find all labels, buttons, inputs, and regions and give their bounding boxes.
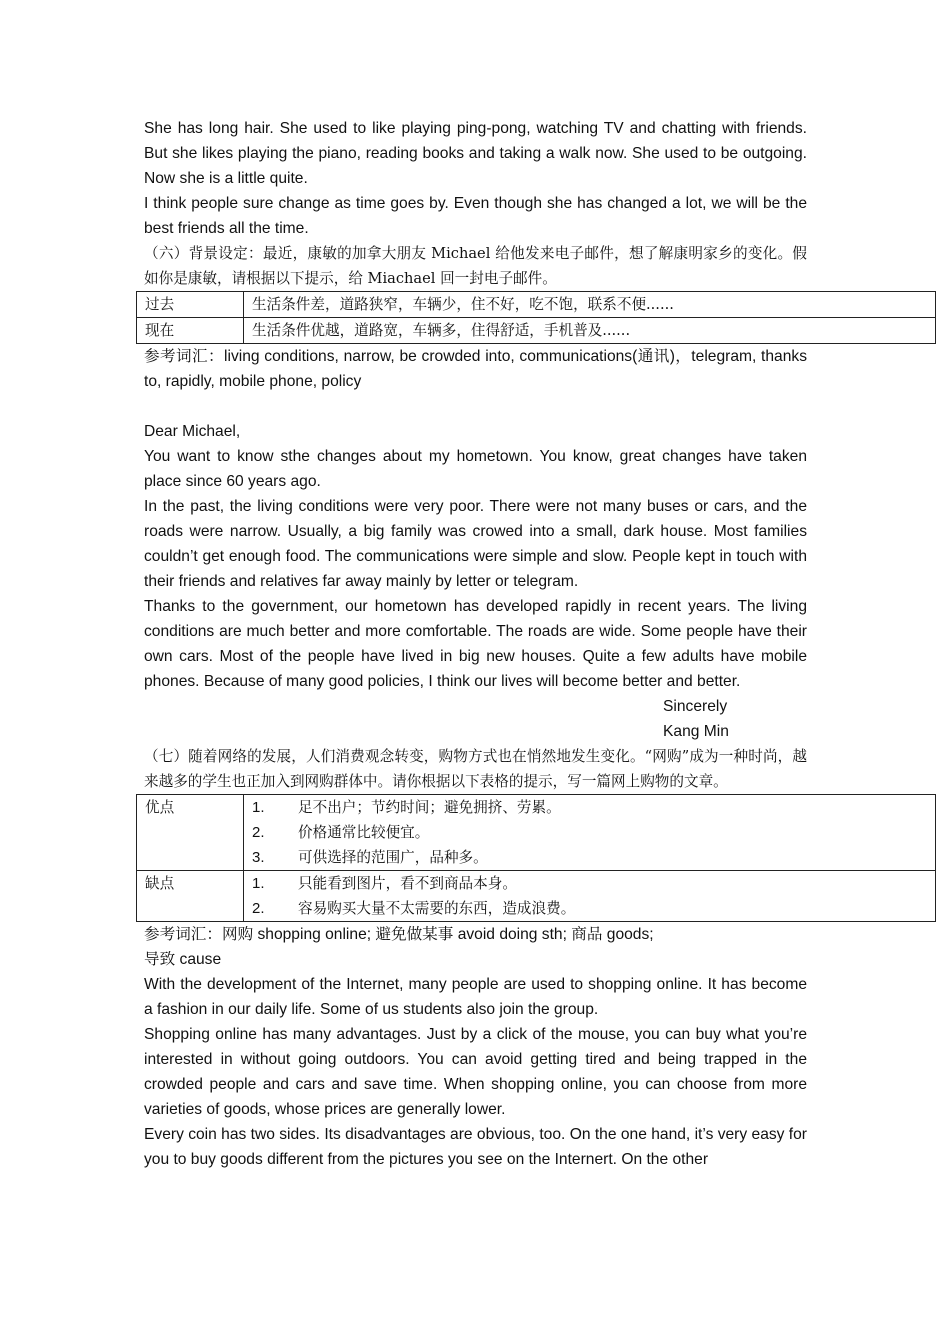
list-item: 1. 只能看到图片，看不到商品本身。 xyxy=(252,875,517,892)
letter-paragraph: You want to know sthe changes about my hometown. You know, great changes have taken place since 60 years ago. xyxy=(144,448,807,490)
table-row xyxy=(137,795,936,871)
essay-paragraph: Every coin has two sides. Its disadvantages are obvious, too. On the one hand, it’s very easy for you to buy goods different from the pictures you see on the Internert. On the other xyxy=(144,1126,807,1168)
table-row xyxy=(137,871,936,922)
advantages-label: 优点 xyxy=(137,795,244,871)
list-item: 2. 价格通常比较便宜。 xyxy=(252,824,430,841)
row-text-now: 生活条件优越，道路宽，车辆多，住得舒适，手机普及...... xyxy=(244,318,936,344)
row-label-past: 过去 xyxy=(137,292,244,318)
disadvantages-label: 缺点 xyxy=(137,871,244,922)
letter-paragraph: Thanks to the government, our hometown has developed rapidly in recent years. The living conditions are much better and more comfortable. The roads are wide. Some people have their own cars. Most of the people have lived in big new houses. Quite a few adults have mobile phones. Because of many good policies, I think our lives will become better and better. xyxy=(144,598,807,690)
intro-paragraph: She has long hair. She used to like playing ping-pong, watching TV and chatting with friends. But she likes playing the piano, reading books and taking a walk now. She used to be outgoing. Now she is a little quite. xyxy=(144,120,807,187)
intro-paragraph: I think people sure change as time goes by. Even though she has changed a lot, we will be the best friends all the time. xyxy=(144,195,807,237)
section7-vocab: 导致 cause xyxy=(144,951,222,968)
letter-paragraph: In the past, the living conditions were very poor. There were not many buses or cars, and the roads were narrow. Usually, a big family was crowed into a small, dark house. Most families couldn’t get enough food. The communications were simple and slow. People kept in touch with their friends and relatives far away mainly by letter or telegram. xyxy=(144,498,807,590)
letter-closing: Sincerely xyxy=(663,698,728,715)
list-item: 1. 足不出户；节约时间；避免拥挤、劳累。 xyxy=(252,799,561,816)
section7-table xyxy=(136,794,936,922)
table-row xyxy=(137,318,936,344)
disadvantages-list xyxy=(244,871,936,922)
spacer xyxy=(144,394,807,419)
table-row xyxy=(137,292,936,318)
row-text-past: 生活条件差，道路狭窄，车辆少，住不好，吃不饱，联系不便...... xyxy=(244,292,936,318)
essay-paragraph: With the development of the Internet, many people are used to shopping online. It has become a fashion in our daily life. Some of us students also join the group. xyxy=(144,976,807,1018)
section6-prompt: （六）背景设定：最近，康敏的加拿大朋友 Michael 给他发来电子邮件，想了解康明家乡的变化。假如你是康敏，请根据以下提示，给 Miachael 回一封电子邮件。 xyxy=(144,245,807,287)
list-item: 2. 容易购买大量不太需要的东西，造成浪费。 xyxy=(252,900,576,917)
section7-prompt: （七）随着网络的发展，人们消费观念转变，购物方式也在悄然地发生变化。“网购”成为一种时尚，越来越多的学生也正加入到网购群体中。请你根据以下表格的提示，写一篇网上购物的文章。 xyxy=(144,748,807,790)
advantages-list xyxy=(244,795,936,871)
row-label-now: 现在 xyxy=(137,318,244,344)
list-item: 3. 可供选择的范围广，品种多。 xyxy=(252,849,488,866)
essay-paragraph: Shopping online has many advantages. Just by a click of the mouse, you can buy what you’re interested in without going outdoors. You can avoid getting tired and being trapped in the crowded people and cars and save time. When shopping online, you can choose from more varieties of goods, whose prices are generally lower. xyxy=(144,1026,807,1118)
section7-vocab: 参考词汇：网购 shopping online; 避免做某事 avoid doing sth; 商品 goods; xyxy=(144,926,654,943)
text-column xyxy=(144,116,807,1172)
section6-vocab: 参考词汇：living conditions, narrow, be crowded into, communications(通讯)，telegram, thanks to, rapidly, mobile phone, policy xyxy=(144,348,807,390)
section6-table xyxy=(136,291,936,344)
letter-signature: Kang Min xyxy=(663,723,729,740)
letter-greeting: Dear Michael, xyxy=(144,423,241,440)
